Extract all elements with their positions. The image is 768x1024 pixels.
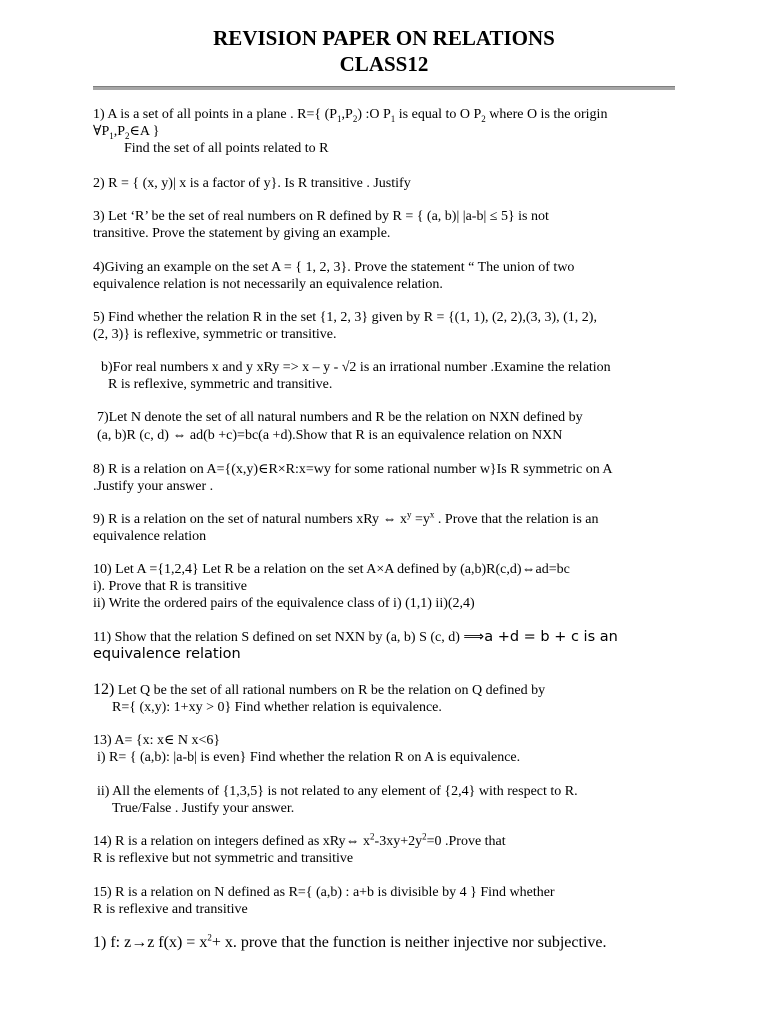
- question-14-line-1: 14) R is a relation on integers defined as xRy⇔ $x^2-3xy+2y^2=0$ .Prove that: [93, 831, 506, 849]
- question-5-line-1: 5) Find whether the relation R in the set {1, 2, 3} given by R = {(1, 1), (2, 2),(3, 3), (1, 2),: [93, 310, 597, 325]
- question-7-line-1: 7)Let N denote the set of all natural numbers and R be the relation on NXN defined by: [97, 410, 583, 425]
- question-function-line-1: 1) f: z→z $f(x) = x^2+ x$. prove that the function is neither injective nor subjective.: [93, 932, 607, 951]
- question-1-line-3: Find the set of all points related to R: [124, 141, 329, 156]
- question-9-line-2: equivalence relation: [93, 529, 207, 544]
- question-13-line-1: 13) A= {x: x∈ N x<6}: [93, 733, 221, 748]
- question-10-line-3: ii) Write the ordered pairs of the equivalence class of i) (1,1) ii)(2,4): [93, 596, 475, 611]
- question-3-line-2: transitive. Prove the statement by giving an example.: [93, 226, 391, 241]
- page-title: REVISION PAPER ON RELATIONS: [213, 26, 555, 50]
- question-1-line-2: $\forall P_1,P_2\in A$ }: [93, 124, 160, 141]
- question-14-line-2: R is reflexive but not symmetric and transitive: [93, 851, 354, 866]
- question-4-line-2: equivalence relation is not necessarily an equivalence relation.: [93, 277, 443, 292]
- question-1-line-1: 1) A is a set of all points in a plane . R={ $(P_1,P_2)$ :O $P_1$ is equal to O $P_2$ where O is the origin: [93, 107, 608, 124]
- question-12-line-1: 12) Let Q be the set of all rational numbers on R be the relation on Q defined by: [93, 681, 546, 698]
- title-divider: [93, 86, 675, 90]
- question-15-line-2: R is reflexive and transitive: [93, 902, 248, 917]
- question-3-line-1: 3) Let ‘R’ be the set of real numbers on R defined by R = { (a, b)| |a-b| ≤ 5} is not: [93, 209, 549, 224]
- question-4-line-1: 4)Giving an example on the set A = { 1, 2, 3}. Prove the statement “ The union of two: [93, 260, 575, 275]
- question-12-line-2: R={ (x,y): 1+xy > 0} Find whether relation is equivalence.: [112, 700, 442, 715]
- question-9-line-1: 9) R is a relation on the set of natural numbers xRy ⇔ $x^y =y^x$ . Prove that the relation is an: [93, 509, 599, 527]
- question-13-ii-line-2: True/False . Justify your answer.: [112, 801, 295, 816]
- question-13-line-2: i) R= { (a,b): |a-b| is even} Find whether the relation R on A is equivalence.: [97, 750, 521, 765]
- question-10-line-2: i). Prove that R is transitive: [93, 579, 247, 594]
- question-11-line-1: 11) Show that the relation S defined on set NXN by (a, b) S (c, d) ⟹a +d = b + c is an: [93, 629, 618, 645]
- question-15-line-1: 15) R is a relation on N defined as R={ (a,b) : a+b is divisible by 4 } Find whether: [93, 885, 555, 900]
- question-2-line-1: 2) R = { (x, y)| x is a factor of y}. Is R transitive . Justify: [93, 176, 411, 191]
- question-8-line-1: 8) R is a relation on A={(x,y)∈R×R:x=wy for some rational number w}Is R symmetric on A: [93, 462, 613, 477]
- question-13-ii-line-1: ii) All the elements of {1,3,5} is not related to any element of {2,4} with respect to R.: [97, 784, 578, 799]
- question-10-line-1: 10) Let A ={1,2,4} Let R be a relation on the set A×A defined by (a,b)R(c,d)⇔ad=bc: [93, 562, 570, 577]
- question-5-line-2: (2, 3)} is reflexive, symmetric or transitive.: [93, 327, 337, 342]
- page-subtitle: CLASS12: [339, 52, 429, 76]
- question-7-line-2: (a, b)R (c, d) ⇔ ad(b +c)=bc(a +d).Show that R is an equivalence relation on NXN: [97, 428, 563, 443]
- question-5b-line-2: R is reflexive, symmetric and transitive.: [108, 377, 333, 392]
- question-5b-line-1: b)For real numbers x and y xRy => x – y - √2 is an irrational number .Examine the relation: [101, 360, 611, 375]
- question-8-line-2: .Justify your answer .: [93, 479, 214, 494]
- question-11-line-2: equivalence relation: [93, 646, 241, 662]
